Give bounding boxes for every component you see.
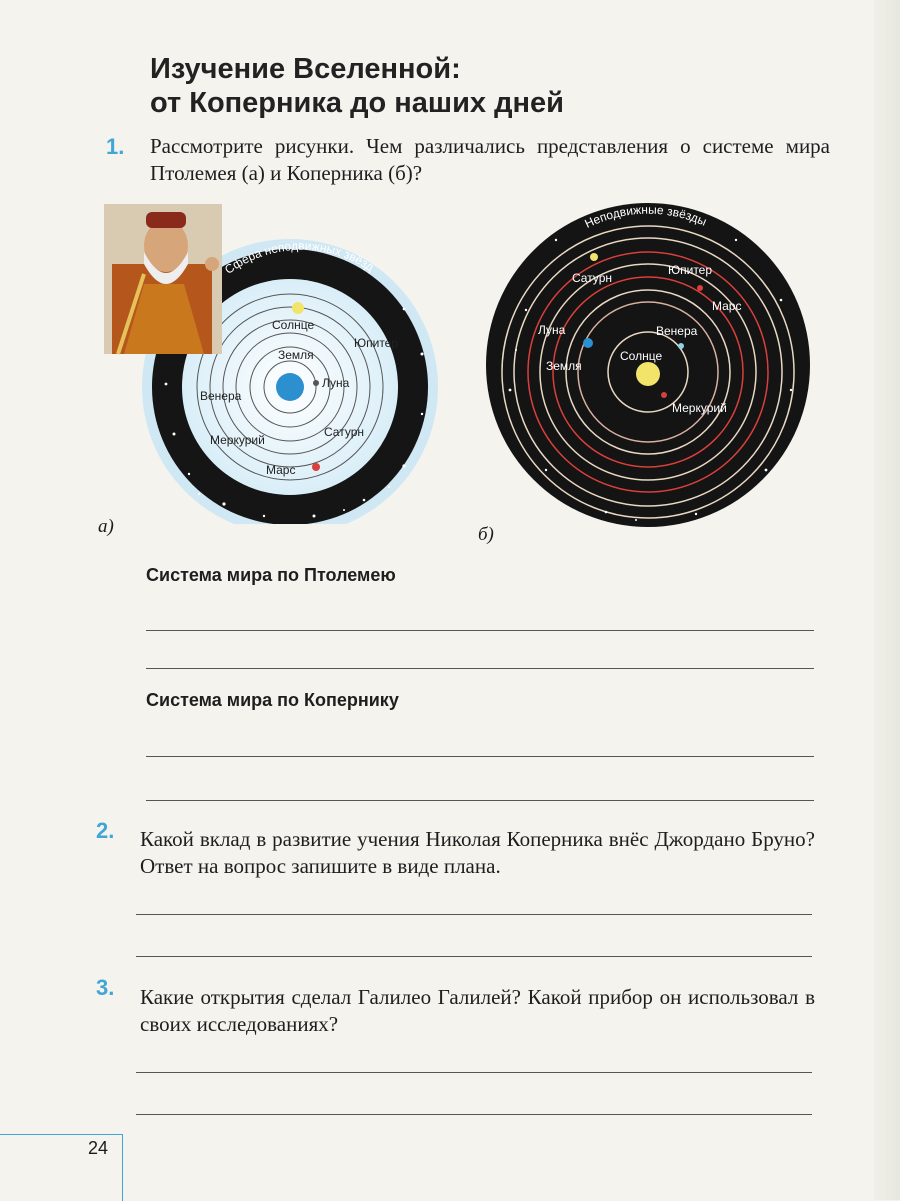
answer-line[interactable] bbox=[146, 630, 814, 631]
ptolemy-mars bbox=[312, 463, 320, 471]
copernicus-mars bbox=[697, 285, 703, 291]
answer-line[interactable] bbox=[136, 1072, 812, 1073]
figure-a-caption: а) bbox=[98, 516, 114, 537]
ptolemy-earth bbox=[276, 373, 304, 401]
answer-line[interactable] bbox=[136, 956, 812, 957]
ptolemy-sun bbox=[292, 302, 304, 314]
ptolemy-label-mars: Марс bbox=[266, 463, 296, 477]
answer-label-ptolemy: Система мира по Птолемею bbox=[146, 565, 396, 585]
ptolemy-sphere-label: Сфера неподвижных звёзд bbox=[222, 238, 377, 277]
copernicus-diagram bbox=[486, 200, 816, 530]
question-1-number: 1. bbox=[106, 134, 125, 159]
copernicus-sphere-label: Неподвижные звёзды bbox=[582, 202, 709, 231]
question-2-number: 2. bbox=[96, 818, 115, 843]
question-2-text: Какой вклад в развитие учения Николая Коперника внёс Джордано Бруно? Ответ на вопрос запишите в виде плана. bbox=[140, 827, 815, 878]
answer-line[interactable] bbox=[136, 1114, 812, 1115]
ptolemy-moon bbox=[313, 380, 319, 386]
copernicus-venus bbox=[678, 343, 684, 349]
copernicus-sun bbox=[636, 362, 660, 386]
ptolemy-diagram bbox=[104, 204, 444, 524]
copernicus-label-earth: Земля bbox=[546, 359, 582, 373]
copernicus-label-venus: Венера bbox=[656, 324, 698, 338]
ptolemy-label-saturn: Сатурн bbox=[324, 425, 365, 439]
ptolemy-label-jupiter: Юпитер bbox=[354, 336, 399, 350]
page-title bbox=[150, 52, 564, 120]
copernicus-label-sun: Солнце bbox=[620, 349, 663, 363]
copernicus-mercury bbox=[661, 392, 667, 398]
answer-line[interactable] bbox=[136, 914, 812, 915]
page-number: 24 bbox=[88, 1138, 109, 1158]
copernicus-label-moon: Луна bbox=[538, 323, 566, 337]
ptolemy-label-sun: Солнце bbox=[272, 318, 315, 332]
answer-line[interactable] bbox=[146, 756, 814, 757]
answer-label-copernicus: Система мира по Копернику bbox=[146, 690, 399, 710]
ptolemy-label-venus: Венера bbox=[200, 389, 242, 403]
ptolemy-portrait bbox=[104, 204, 222, 354]
copernicus-earth bbox=[583, 338, 593, 348]
answer-line[interactable] bbox=[146, 800, 814, 801]
ptolemy-label-moon: Луна bbox=[322, 376, 350, 390]
figure-b-caption: б) bbox=[478, 524, 494, 545]
copernicus-label-saturn: Сатурн bbox=[572, 271, 613, 285]
copernicus-label-jupiter: Юпитер bbox=[668, 263, 713, 277]
answer-line[interactable] bbox=[146, 668, 814, 669]
page-edge bbox=[874, 0, 900, 1200]
title-line-1: Изучение Вселенной: bbox=[150, 53, 461, 85]
ptolemy-label-mercury: Меркурий bbox=[210, 433, 265, 447]
question-3-text: Какие открытия сделал Галилео Галилей? Какой прибор он использовал в своих исследованиях? bbox=[140, 985, 815, 1036]
question-1-text: Рассмотрите рисунки. Чем различались представления о системе мира Птолемея (а) и Коперника (б)? bbox=[150, 134, 830, 185]
title-line-2: от Коперника до наших дней bbox=[150, 87, 564, 119]
question-3-number: 3. bbox=[96, 975, 115, 1000]
copernicus-label-mercury: Меркурий bbox=[672, 401, 727, 415]
ptolemy-label-earth: Земля bbox=[278, 348, 314, 362]
copernicus-saturn bbox=[590, 253, 598, 261]
copernicus-label-mars: Марс bbox=[712, 299, 742, 313]
